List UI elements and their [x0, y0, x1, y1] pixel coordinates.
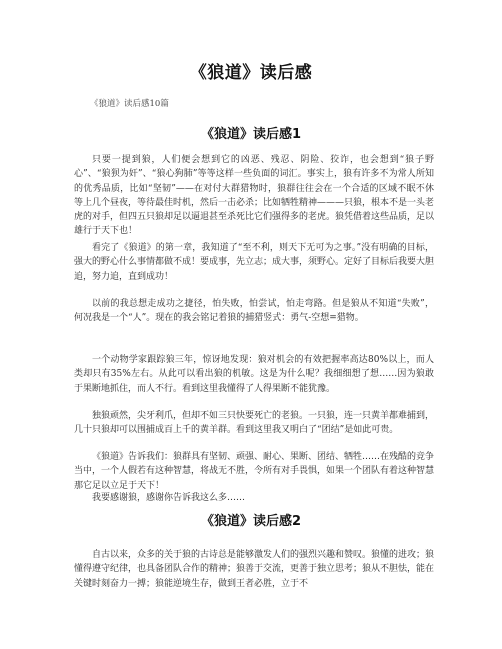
section-heading-2: 《狼道》读后感2	[200, 514, 302, 529]
document-title: 《狼道》读后感	[189, 63, 313, 83]
section-1-paragraph-6: 《狼道》告诉我们：狼群具有坚韧、顽强、耐心、果断、团结、牺牲……在残酷的竞争当中，一个人假若有这种智慧，将战无不胜，令所有对手畏惧，如果一个团队有着这种智慧那它足以立足于天下！	[74, 452, 435, 491]
section-1-paragraph-4: 一个动物学家跟踪狼三年，惊讶地发现：狼对机会的有效把握率高达80%以上，而人类却只有35%左右。从此可以看出狼的机敏。这是为什么呢？我细细想了想……因为狼敢于果断地抓住，而人不行。看到这里我懂得了人得果断不能犹豫。	[74, 355, 434, 394]
section-1-paragraph-2: 看完了《狼道》的第一章，我知道了“至不利，则天下无可为之事。”没有明确的目标，强大的野心什么事情都做不成！要成事，先立志；成大事，须野心。定好了目标后我要大胆追，努力追，直到成功！	[74, 243, 435, 282]
section-1-paragraph-5: 独狼顽然，尖牙利爪，但却不如三只快要死亡的老狼。一只狼，连一只黄羊都难捕到，几十只狼却可以围捕成百上千的黄羊群。看到这里我又明白了“团结”是如此可贵。	[74, 411, 435, 436]
section-1-paragraph-7: 我要感谢狼，感谢你告诉我这么多……	[92, 493, 246, 503]
section-1-paragraph-3: 以前的我总想走成功之捷径，怕失败，怕尝试，怕走弯路。但是狼从不知道“失败”，何况我是一个“人”。现在的我会铭记着狼的捕猎竖式：勇气-空想=猎物。	[74, 299, 434, 324]
document-subtitle: 《狼道》读后感10篇	[90, 99, 169, 109]
section-1-paragraph-1: 只要一提到狼，人们便会想到它的凶恶、残忍、阴险、狡诈，也会想到“狼子野心”、“狼狈为奸”、“狼心狗肺”等等这样一些负面的词汇。事实上，狼有许多不为常人所知的优秀品质，比如“坚韧”——在对付大群猎物时，狼群往往会在一个合适的区域不眠不休等上几个昼夜，等待最佳时机，然后一击必杀；比如牺牲精神———只狼，根本不是一头老虎的对手，但四五只狼却足以逼退甚至杀死比它们强得多的老虎。狼凭借着这些品质，足以雄行于天下也！	[74, 155, 435, 237]
section-2-paragraph-1: 自古以来，众多的关于狼的古诗总是能够激发人们的强烈兴趣和赞叹。狼懂的进攻；狼懂得遵守纪律，也具备团队合作的精神；狼善于交流，更善于独立思考；狼从不胆怯，能在关键时刻奋力一搏；狼能逆境生存，做到王者必胜，立于不	[74, 550, 434, 589]
section-heading-1: 《狼道》读后感1	[200, 127, 302, 142]
